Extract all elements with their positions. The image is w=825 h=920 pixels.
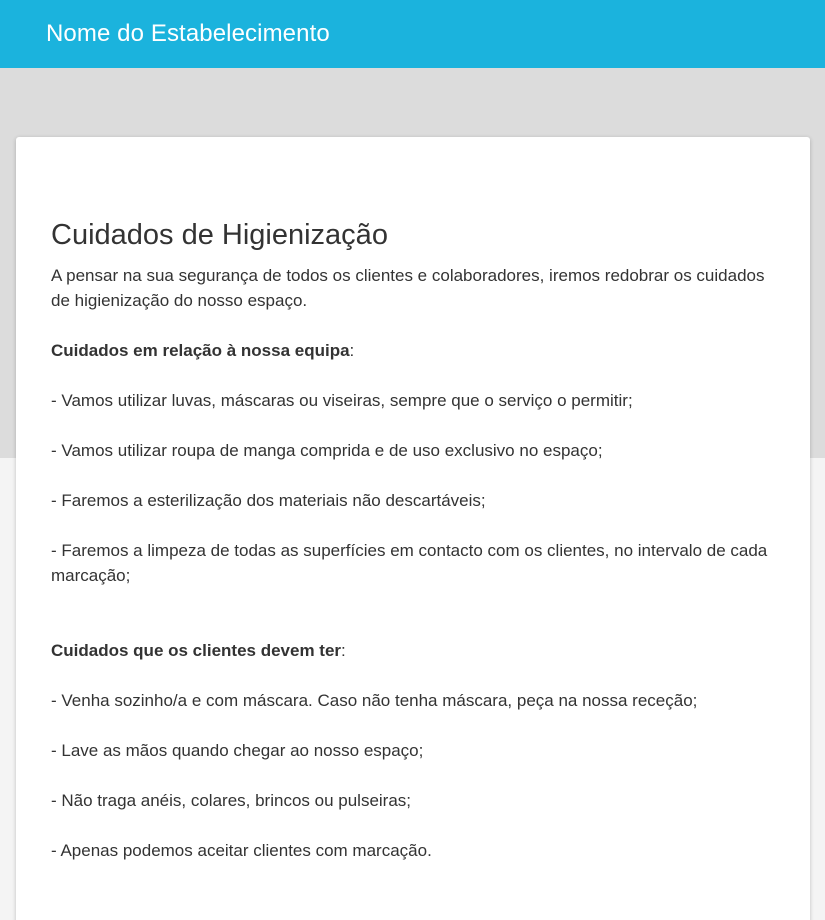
app-header	[0, 0, 825, 68]
hygiene-card	[16, 137, 810, 920]
list-item: - Lave as mãos quando chegar ao nosso espaço;	[51, 741, 424, 760]
list-item: - Não traga anéis, colares, brincos ou pulseiras;	[51, 791, 412, 810]
list-item: - Faremos a esterilização dos materiais não descartáveis;	[51, 491, 486, 510]
list-item: - Apenas podemos aceitar clientes com marcação.	[51, 841, 432, 860]
team-heading-bold: Cuidados em relação à nossa equipa	[51, 341, 350, 360]
list-item: - Vamos utilizar roupa de manga comprida e de uso exclusivo no espaço;	[51, 441, 603, 460]
list-item: - Faremos a limpeza de todas as superfícies em contacto com os clientes, no intervalo de cada marcação;	[51, 541, 768, 585]
team-heading-colon: :	[349, 341, 355, 360]
client-heading-bold: Cuidados que os clientes devem ter	[51, 641, 342, 660]
team-section-heading	[51, 338, 775, 363]
establishment-name: Nome do Estabelecimento	[46, 20, 330, 47]
list-item: - Vamos utilizar luvas, máscaras ou viseiras, sempre que o serviço o permitir;	[51, 391, 633, 410]
list-item: - Venha sozinho/a e com máscara. Caso não tenha máscara, peça na nossa receção;	[51, 691, 698, 710]
client-heading-colon: :	[341, 641, 346, 660]
client-section-heading	[51, 638, 775, 663]
intro-text: A pensar na sua segurança de todos os clientes e colaboradores, iremos redobrar os cuidados de higienização do nosso espaço.	[51, 266, 765, 310]
page-title: Cuidados de Higienização	[51, 219, 388, 251]
